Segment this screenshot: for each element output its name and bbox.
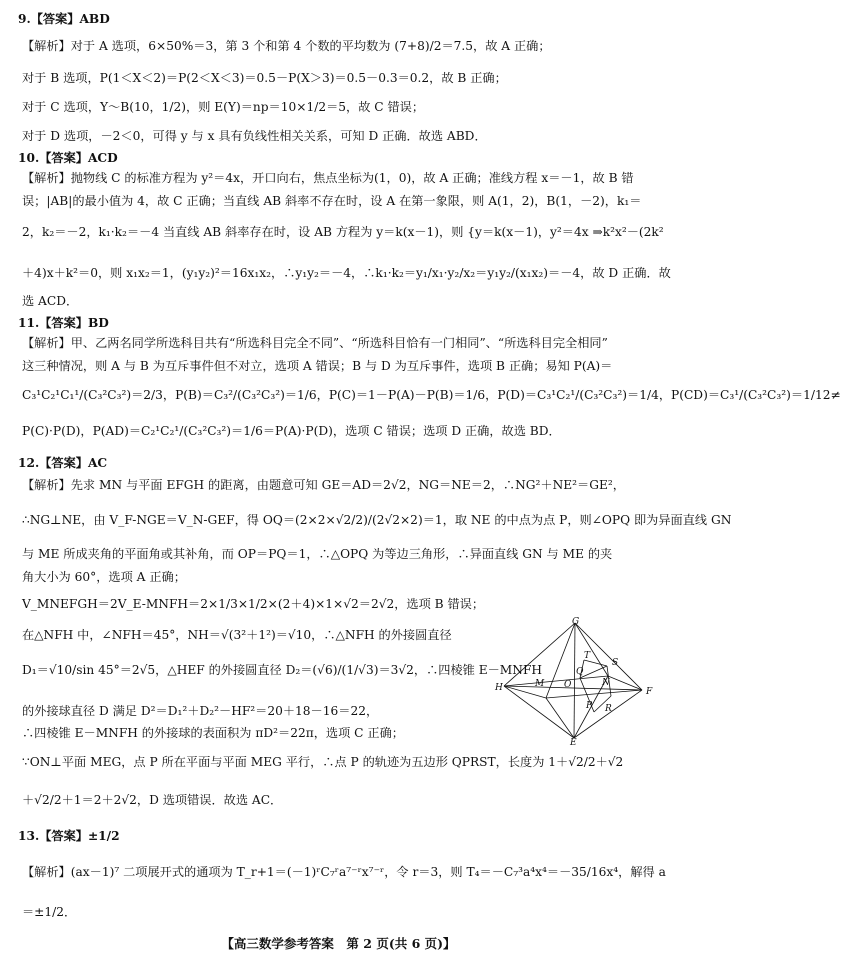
- text-line: 误；|AB|的最小值为 4，故 C 正确；当直线 AB 斜率不存在时，设 A 在第一象限，则 A(1，2)，B(1，－2)，k₁＝: [22, 194, 642, 208]
- text-line: 【解析】先求 MN 与平面 EFGH 的距离，由题意可知 GE＝AD＝2√2，NG＝NE＝2，∴NG²＋NE²＝GE²，: [22, 478, 625, 492]
- label-n: N: [602, 678, 610, 688]
- label-r: R: [605, 704, 612, 714]
- text-line: P(C)·P(D)，P(AD)＝C₂¹C₂¹/(C₃²C₃²)＝1/6＝P(A)·P(D)，选项 C 错误；选项 D 正确，故选 BD．: [22, 424, 561, 438]
- label-s: S: [612, 658, 619, 668]
- text-line: 对于 C 选项，Y～B(10，1/2)，则 E(Y)＝np＝10×1/2＝5，故 C 错误；: [22, 100, 425, 114]
- label-f: F: [646, 687, 653, 697]
- text-line: V_MNEFGH＝2V_E-MNFH＝2×1/3×1/2×(2＋4)×1×√2＝2√2，选项 B 错误；: [22, 597, 485, 611]
- text-line: ＝±1/2．: [22, 905, 77, 919]
- text-line: 选 ACD．: [22, 294, 79, 308]
- text-line: 对于 D 选项，－2＜0，可得 y 与 x 具有负线性相关关系，可知 D 正确．故选 ABD．: [22, 129, 487, 143]
- label-t: T: [584, 651, 591, 661]
- text-line: 【解析】甲、乙两名同学所选科目共有“所选科目完全不同”、“所选科目恰有一门相同”、“所选科目完全相同”: [22, 336, 608, 350]
- figure-edges: [504, 623, 642, 738]
- text-line: ∴NG⊥NE，由 V_F-NGE＝V_N-GEF，得 OQ＝(2×2×√2/2)/(2√2×2)＝1，取 NE 的中点为点 P，则∠OPQ 即为异面直线 GN: [22, 513, 732, 527]
- text-line: ∴四棱锥 E－MNFH 的外接球的表面积为 πD²＝22π，选项 C 正确；: [22, 726, 404, 740]
- text-line: 角大小为 60°，选项 A 正确；: [22, 570, 186, 584]
- label-e: E: [570, 738, 577, 748]
- octahedron-figure: [494, 618, 656, 746]
- label-q: Q: [576, 667, 584, 677]
- answer-heading: 10.【答案】ACD: [18, 151, 118, 165]
- label-m: M: [535, 679, 545, 689]
- answer-heading: 12.【答案】AC: [18, 456, 108, 470]
- text-line: C₃¹C₂¹C₁¹/(C₃²C₃²)＝2/3，P(B)＝C₃²/(C₃²C₃²)＝1/6，P(C)＝1－P(A)－P(B)＝1/6，P(D)＝C₃¹C₂¹/(C₃²C₃²)＝1/4，P(CD)＝C₃¹/(C₃²C₃²)＝1/12≠: [22, 388, 841, 402]
- page-footer: 【高三数学参考答案 第 2 页(共 6 页)】: [221, 936, 456, 951]
- text-line: ＋√2/2＋1＝2＋2√2，D 选项错误．故选 AC．: [22, 793, 283, 807]
- label-h: H: [495, 683, 503, 693]
- text-line: 【解析】(ax－1)⁷ 二项展开式的通项为 T_r+1＝(－1)ʳC₇ʳa⁷⁻ʳx⁷⁻ʳ，令 r＝3，则 T₄＝－C₇³a⁴x⁴＝－35/16x⁴，解得 a: [22, 865, 666, 879]
- label-o: O: [564, 680, 572, 690]
- text-line: ＋4)x＋k²＝0，则 x₁x₂＝1，(y₁y₂)²＝16x₁x₂，∴y₁y₂＝－4，∴k₁·k₂＝y₁/x₁·y₂/x₂＝y₁y₂/(x₁x₂)＝－4，故 D 正确．故: [22, 266, 671, 280]
- label-p: P: [586, 701, 593, 711]
- text-line: 的外接球直径 D 满足 D²＝D₁²＋D₂²－HF²＝20＋18－16＝22，: [22, 704, 379, 718]
- answer-heading: 11.【答案】BD: [18, 316, 109, 330]
- label-g: G: [572, 617, 580, 627]
- text-line: 与 ME 所成夹角的平面角或其补角，而 OP＝PQ＝1，∴△OPQ 为等边三角形，∴异面直线 GN 与 ME 的夹: [22, 547, 613, 561]
- answer-heading: 13.【答案】±1/2: [18, 829, 120, 843]
- answer-heading: 9.【答案】ABD: [18, 12, 110, 26]
- text-line: 【解析】抛物线 C 的标准方程为 y²＝4x，开口向右，焦点坐标为(1，0)，故 A 正确；准线方程 x＝－1，故 B 错: [22, 171, 634, 185]
- text-line: ∵ON⊥平面 MEG，点 P 所在平面与平面 MEG 平行，∴点 P 的轨迹为五边形 QPRST，长度为 1＋√2/2＋√2: [22, 755, 624, 769]
- text-line: 2，k₂＝－2，k₁·k₂＝－4 当直线 AB 斜率存在时，设 AB 方程为 y＝k(x－1)，则 {y＝k(x－1)，y²＝4x ⇒k²x²－(2k²: [22, 225, 664, 239]
- text-line: 在△NFH 中，∠NFH＝45°，NH＝√(3²＋1²)＝√10，∴△NFH 的外接圆直径: [22, 628, 452, 642]
- figure-labels: [494, 617, 653, 748]
- text-line: D₁＝√10/sin 45°＝2√5，△HEF 的外接圆直径 D₂＝(√6)/(1/√3)＝3√2，∴四棱锥 E－MNFH: [22, 663, 543, 677]
- text-line: 对于 B 选项，P(1＜X＜2)＝P(2＜X＜3)＝0.5－P(X＞3)＝0.5－0.3＝0.2，故 B 正确；: [22, 71, 507, 85]
- text-line: 这三种情况，则 A 与 B 为互斥事件但不对立，选项 A 错误；B 与 D 为互斥事件，选项 B 正确；易知 P(A)＝: [22, 359, 613, 373]
- text-line: 【解析】对于 A 选项，6×50%＝3，第 3 个和第 4 个数的平均数为 (7+8)/2＝7.5，故 A 正确；: [22, 39, 551, 53]
